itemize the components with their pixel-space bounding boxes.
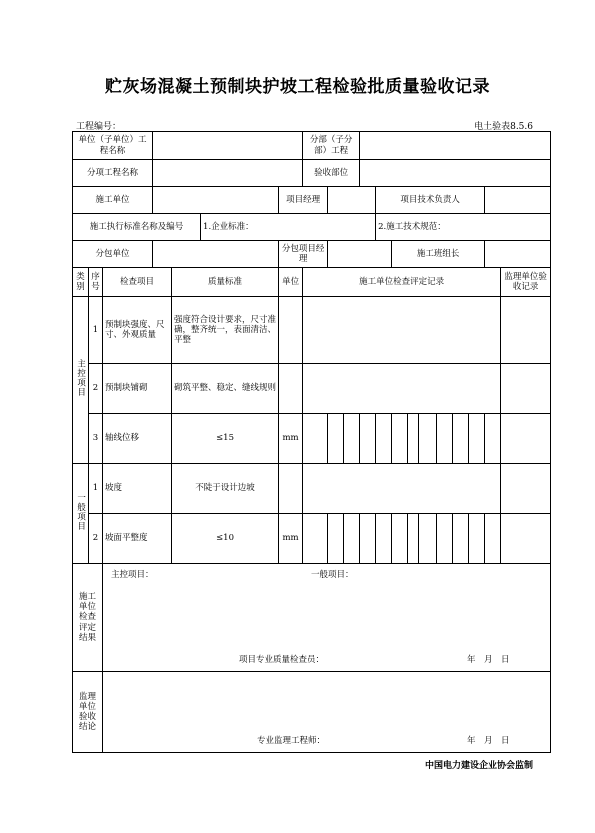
table-row bbox=[73, 514, 551, 564]
row-standard: 砌筑平整、稳定、缝线规则 bbox=[172, 364, 279, 414]
col-supervision: 监理单位验收记录 bbox=[501, 268, 551, 297]
record-cell[interactable] bbox=[419, 514, 437, 564]
record-cell[interactable] bbox=[408, 514, 419, 564]
sub-project-value[interactable] bbox=[360, 132, 551, 160]
sub-project-label: 分部（子分部）工程 bbox=[303, 132, 360, 160]
row-standard: 不陡于设计边坡 bbox=[172, 464, 279, 514]
general-result-label: 一般项目： bbox=[311, 570, 354, 580]
constructor-result-row bbox=[73, 564, 551, 672]
row-unit bbox=[279, 364, 303, 414]
record-cell[interactable] bbox=[303, 414, 328, 464]
record-cell[interactable] bbox=[376, 414, 392, 464]
table-row bbox=[73, 464, 551, 514]
record-cell[interactable] bbox=[376, 514, 392, 564]
row-item: 预制块强度、尺寸、外观质量 bbox=[103, 297, 172, 364]
engineer-label: 专业监理工程师： bbox=[257, 736, 326, 746]
constructor-value[interactable] bbox=[153, 187, 279, 214]
page-title: 贮灰场混凝土预制块护坡工程检验批质量验收记录 bbox=[105, 77, 490, 97]
row-seq: 1 bbox=[89, 297, 103, 364]
inspector-date: 年 月 日 bbox=[467, 655, 510, 665]
col-item: 检查项目 bbox=[103, 268, 172, 297]
standard-label: 施工执行标准名称及编号 bbox=[73, 214, 201, 241]
acceptance-table bbox=[72, 131, 551, 753]
row-seq: 3 bbox=[89, 414, 103, 464]
col-unit: 单位 bbox=[279, 268, 303, 297]
team-leader-value[interactable] bbox=[485, 241, 551, 268]
col-standard: 质量标准 bbox=[172, 268, 279, 297]
team-leader-label: 施工班组长 bbox=[392, 241, 485, 268]
project-no-label: 工程编号： bbox=[76, 122, 122, 132]
row-record[interactable] bbox=[303, 464, 501, 514]
row-item: 轴线位移 bbox=[103, 414, 172, 464]
unit-project-value[interactable] bbox=[153, 132, 303, 160]
row-item: 坡度 bbox=[103, 464, 172, 514]
row-supervision[interactable] bbox=[501, 364, 551, 414]
col-category: 类别 bbox=[73, 268, 89, 297]
sub-manager-value[interactable] bbox=[328, 241, 392, 268]
constructor-label: 施工单位 bbox=[73, 187, 153, 214]
row-unit bbox=[279, 297, 303, 364]
record-cell[interactable] bbox=[344, 514, 360, 564]
general-items-label: 一般项目 bbox=[73, 464, 89, 564]
row-unit: mm bbox=[279, 514, 303, 564]
supervision-result-row bbox=[73, 672, 551, 753]
form-code: 电土验表8.5.6 bbox=[474, 122, 533, 132]
record-cell[interactable] bbox=[303, 514, 328, 564]
table-row bbox=[73, 414, 551, 464]
row-standard: 强度符合设计要求，尺寸准确，整齐统一，表面清洁、平整 bbox=[172, 297, 279, 364]
unit-project-label: 单位（子单位）工程名称 bbox=[73, 132, 153, 160]
row-unit: mm bbox=[279, 414, 303, 464]
row-supervision[interactable] bbox=[501, 514, 551, 564]
record-cell[interactable] bbox=[453, 514, 469, 564]
record-cell[interactable] bbox=[392, 414, 408, 464]
record-cell[interactable] bbox=[360, 514, 376, 564]
row-record[interactable] bbox=[303, 297, 501, 364]
constructor-result-area[interactable] bbox=[103, 564, 551, 672]
enterprise-std[interactable]: 1.企业标准： bbox=[201, 214, 376, 241]
record-cell[interactable] bbox=[469, 514, 485, 564]
record-cell[interactable] bbox=[344, 414, 360, 464]
row-standard: ≤10 bbox=[172, 514, 279, 564]
main-result-label: 主控项目： bbox=[111, 570, 154, 580]
acceptance-part-value[interactable] bbox=[360, 160, 551, 187]
row-supervision[interactable] bbox=[501, 464, 551, 514]
row-seq: 2 bbox=[89, 514, 103, 564]
record-cell[interactable] bbox=[419, 414, 437, 464]
tech-lead-label: 项目技术负责人 bbox=[376, 187, 485, 214]
record-cell[interactable] bbox=[392, 514, 408, 564]
row-item: 坡面平整度 bbox=[103, 514, 172, 564]
row-seq: 1 bbox=[89, 464, 103, 514]
col-record: 施工单位检查评定记录 bbox=[303, 268, 501, 297]
engineer-date: 年 月 日 bbox=[467, 736, 510, 746]
main-items-label: 主控项目 bbox=[73, 297, 89, 464]
subcontractor-label: 分包单位 bbox=[73, 241, 153, 268]
table-row bbox=[73, 297, 551, 364]
record-cell[interactable] bbox=[453, 414, 469, 464]
tech-spec[interactable]: 2.施工技术规范： bbox=[376, 214, 551, 241]
sub-manager-label: 分包项目经理 bbox=[279, 241, 328, 268]
record-cell[interactable] bbox=[360, 414, 376, 464]
row-standard: ≤15 bbox=[172, 414, 279, 464]
record-cell[interactable] bbox=[408, 414, 419, 464]
row-item: 预制块铺砌 bbox=[103, 364, 172, 414]
item-project-value[interactable] bbox=[153, 160, 303, 187]
footer-credit: 中国电力建设企业协会监制 bbox=[424, 761, 533, 771]
col-seq: 序号 bbox=[89, 268, 103, 297]
row-unit bbox=[279, 464, 303, 514]
constructor-result-label: 施工单位检查评定结果 bbox=[73, 564, 103, 672]
table-row bbox=[73, 364, 551, 414]
acceptance-part-label: 验收部位 bbox=[303, 160, 360, 187]
record-cell[interactable] bbox=[328, 514, 344, 564]
project-manager-label: 项目经理 bbox=[279, 187, 328, 214]
row-supervision[interactable] bbox=[501, 297, 551, 364]
row-record[interactable] bbox=[303, 364, 501, 414]
row-seq: 2 bbox=[89, 364, 103, 414]
record-cell[interactable] bbox=[328, 414, 344, 464]
subcontractor-value[interactable] bbox=[153, 241, 279, 268]
tech-lead-value[interactable] bbox=[485, 187, 551, 214]
inspector-label: 项目专业质量检查员： bbox=[239, 655, 325, 665]
supervision-label: 监理单位验收结论 bbox=[73, 672, 103, 753]
record-cell[interactable] bbox=[437, 514, 453, 564]
item-project-label: 分项工程名称 bbox=[73, 160, 153, 187]
row-supervision[interactable] bbox=[501, 414, 551, 464]
project-manager-value[interactable] bbox=[328, 187, 376, 214]
record-cell[interactable] bbox=[485, 414, 501, 464]
supervision-area[interactable] bbox=[103, 672, 551, 753]
record-cell[interactable] bbox=[485, 514, 501, 564]
record-cell[interactable] bbox=[469, 414, 485, 464]
record-cell[interactable] bbox=[437, 414, 453, 464]
